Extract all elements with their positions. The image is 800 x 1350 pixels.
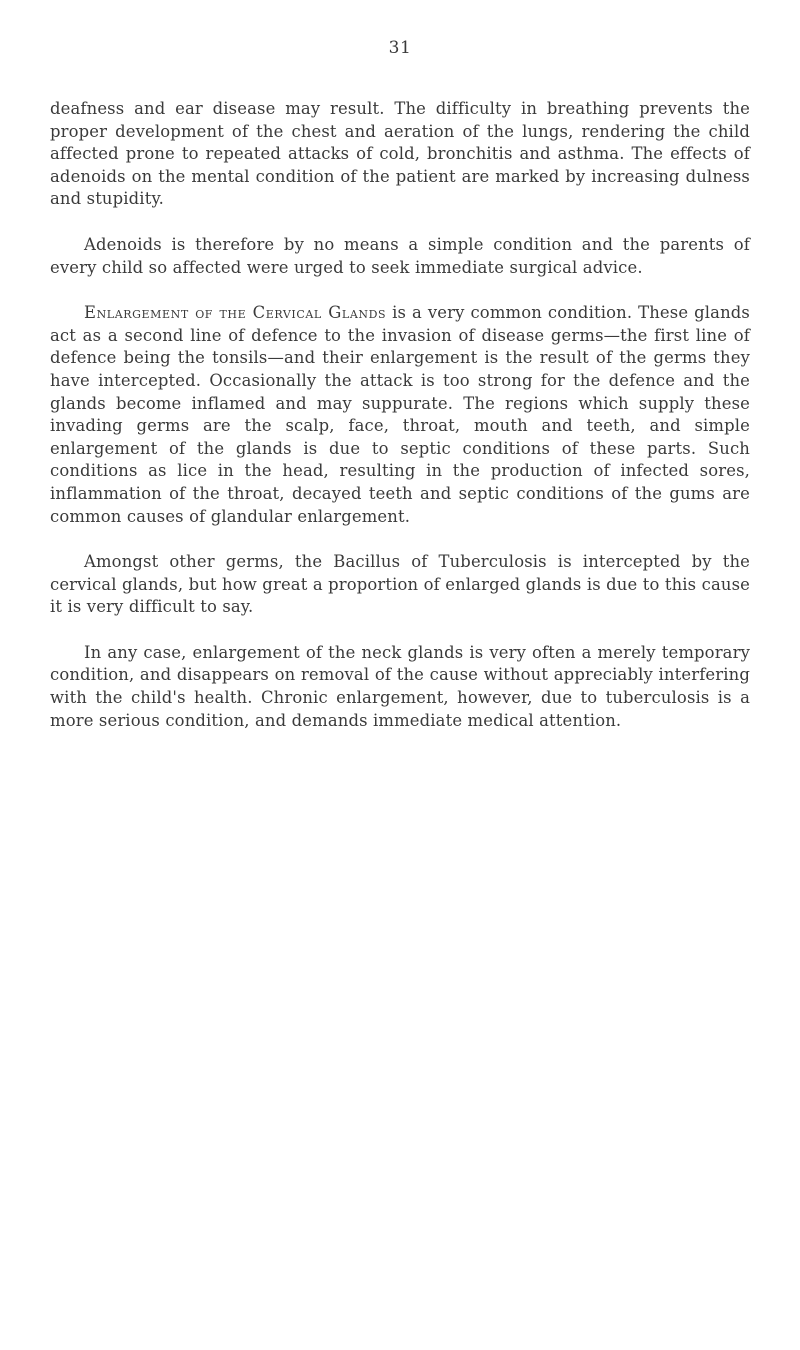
paragraph-adenoid-advice: Adenoids is therefore by no means a simple condition and the parents of every child so affected were urged to seek immediate surgical advice. [50,234,750,277]
paragraph-cervical-glands-body: is a very common condition. These glands act as a second line of defence to the invasion of disease germs—the first line of defence being the tonsils—and their enlargement is the result of the germs they have intercepted. Occasionally the attack is too strong for the defence and the glands become inflamed and may suppurate. The regions which supply these invading germs are the scalp, face, throat, mouth and teeth, and simple enlargement of the glands is due to septic conditions of these parts. Such conditions as lice in the head, resulting in the production of infected sores, inflammation of the throat, decayed teeth and septic conditions of the gums are common causes of glandular enlargement. [50,303,750,526]
section-heading-cervical-glands: Enlargement of the Cervical Glands [84,303,387,323]
page-number: 31 [388,38,412,58]
paragraph-tuberculosis: Amongst other germs, the Bacillus of Tuberculosis is intercepted by the cervical glands, but how great a proportion of enlarged glands is due to this cause it is very difficult to say. [50,552,750,617]
paragraph-adenoid-effects: deafness and ear disease may result. The difficulty in breathing prevents the proper development of the chest and aeration of the lungs, rendering the child affected prone to repeated attacks of cold, bronchitis and asthma. The effects of adenoids on the mental condition of the patient are marked by increasing dulness and stupidity. [50,99,750,209]
paragraph-neck-glands: In any case, enlargement of the neck glands is very often a merely temporary condition, and disappears on removal of the cause without appreciably interfering with the child's health. Chronic enlargement, however, due to tuberculosis is a more serious condition, and demands immediate medical attention. [50,642,750,730]
paragraph-cervical-glands [50,302,750,528]
body-text [50,98,750,755]
